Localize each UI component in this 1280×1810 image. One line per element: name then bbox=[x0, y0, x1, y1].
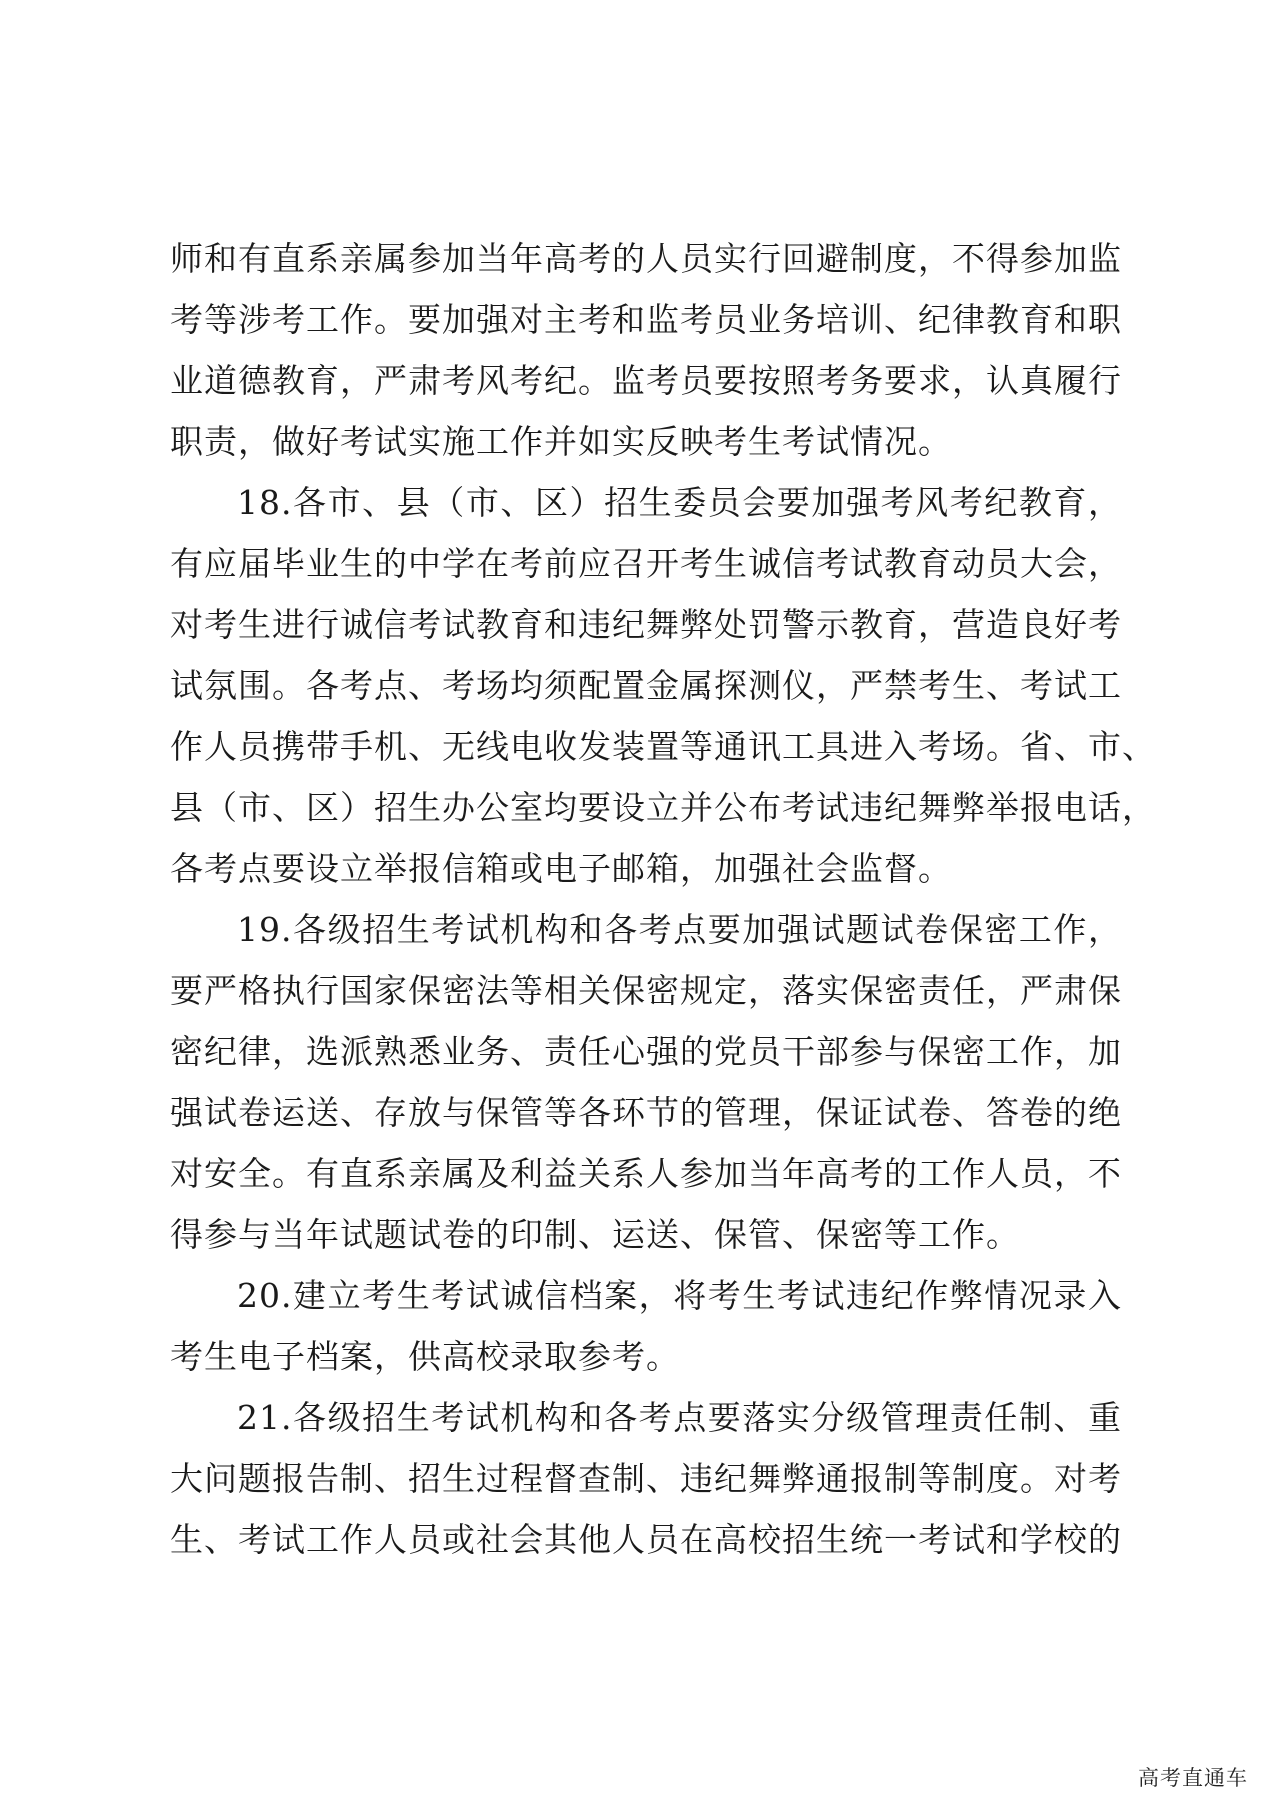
text-line: 21.各级招生考试机构和各考点要落实分级管理责任制、重 bbox=[237, 1398, 1122, 1437]
text-line: 县（市、区）招生办公室均要设立并公布考试违纪舞弊举报电话， bbox=[170, 788, 1156, 827]
text-line: 18.各市、县（市、区）招生委员会要加强考风考纪教育， bbox=[237, 483, 1122, 522]
text-line: 试氛围。各考点、考场均须配置金属探测仪，严禁考生、考试工 bbox=[170, 666, 1122, 705]
text-line: 师和有直系亲属参加当年高考的人员实行回避制度，不得参加监 bbox=[170, 239, 1122, 278]
text-line: 对考生进行诚信考试教育和违纪舞弊处罚警示教育，营造良好考 bbox=[170, 605, 1122, 644]
text-line: 20.建立考生考试诚信档案，将考生考试违纪作弊情况录入 bbox=[237, 1276, 1122, 1315]
text-line: 要严格执行国家保密法等相关保密规定，落实保密责任，严肃保 bbox=[170, 971, 1122, 1010]
text-line: 考等涉考工作。要加强对主考和监考员业务培训、纪律教育和职 bbox=[170, 300, 1122, 339]
watermark-label: 高考直通车 bbox=[1138, 1766, 1248, 1790]
text-line: 大问题报告制、招生过程督查制、违纪舞弊通报制等制度。对考 bbox=[170, 1459, 1122, 1498]
text-line: 得参与当年试题试卷的印制、运送、保管、保密等工作。 bbox=[170, 1215, 1020, 1254]
text-line: 考生电子档案，供高校录取参考。 bbox=[170, 1337, 680, 1376]
text-line: 有应届毕业生的中学在考前应召开考生诚信考试教育动员大会， bbox=[170, 544, 1122, 583]
text-line: 强试卷运送、存放与保管等各环节的管理，保证试卷、答卷的绝 bbox=[170, 1093, 1122, 1132]
text-line: 职责，做好考试实施工作并如实反映考生考试情况。 bbox=[170, 422, 952, 461]
text-line: 各考点要设立举报信箱或电子邮箱，加强社会监督。 bbox=[170, 849, 952, 888]
text-line: 19.各级招生考试机构和各考点要加强试题试卷保密工作， bbox=[237, 910, 1122, 949]
document-body bbox=[170, 228, 1156, 1570]
text-line: 对安全。有直系亲属及利益关系人参加当年高考的工作人员，不 bbox=[170, 1154, 1122, 1193]
text-line: 业道德教育，严肃考风考纪。监考员要按照考务要求，认真履行 bbox=[170, 361, 1122, 400]
text-line: 生、考试工作人员或社会其他人员在高校招生统一考试和学校的 bbox=[170, 1520, 1122, 1559]
text-line: 作人员携带手机、无线电收发装置等通讯工具进入考场。省、市、 bbox=[170, 727, 1156, 766]
text-line: 密纪律，选派熟悉业务、责任心强的党员干部参与保密工作，加 bbox=[170, 1032, 1122, 1071]
